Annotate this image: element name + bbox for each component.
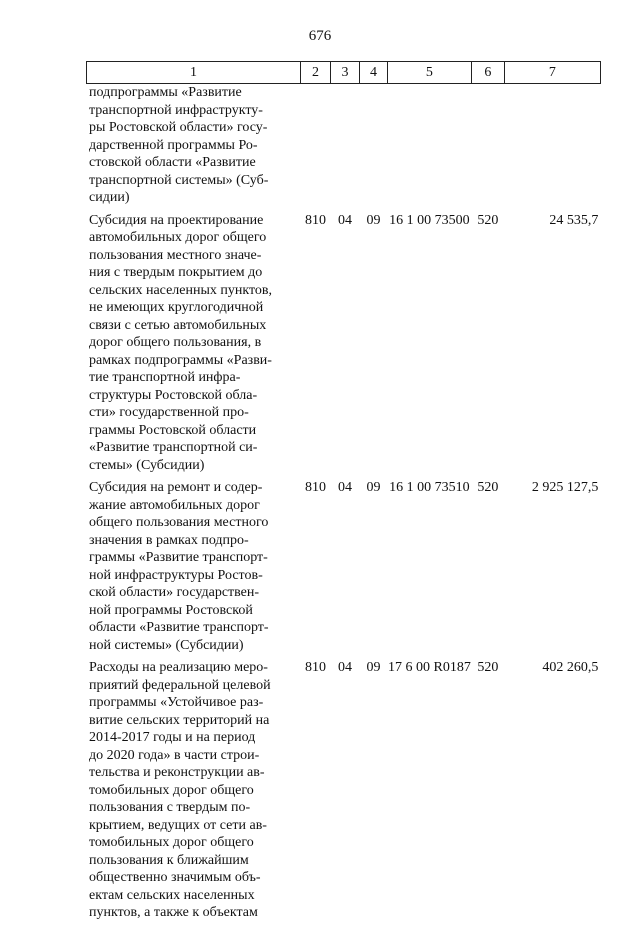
- header-row: [87, 62, 601, 84]
- table-header: [87, 62, 601, 84]
- ministry-code: [301, 84, 331, 212]
- header-col-3: 3: [331, 62, 360, 84]
- description-line: структуры Ростовской обла-: [89, 387, 258, 403]
- description-line: ной системы» (Субсидии): [89, 637, 244, 653]
- description-line: ной инфраструктуры Ростов-: [89, 567, 263, 583]
- expense-type-code: [471, 84, 504, 212]
- table-row: [87, 84, 601, 212]
- description-line: ры Ростовской области» госу-: [89, 120, 268, 135]
- section-code: 04: [338, 212, 352, 228]
- section-code: 04: [338, 660, 352, 675]
- header-col-7: 7: [504, 62, 600, 84]
- amount: [504, 84, 600, 212]
- description-line: ной программы Ростовской: [89, 602, 253, 618]
- target-article-code: 16 1 00 73500: [389, 212, 470, 228]
- description-line: дорог общего пользования, в: [89, 335, 262, 350]
- subsection-code: [360, 84, 388, 212]
- description-line: граммы «Развитие транспорт-: [89, 550, 268, 565]
- ministry-code: 810: [305, 660, 326, 675]
- description-line: ектам сельских населенных: [89, 887, 255, 903]
- page-number: 676: [308, 28, 332, 44]
- description-line: сидии): [89, 190, 130, 205]
- description-line: приятий федеральной целевой: [89, 677, 271, 693]
- header-col-2: 2: [301, 62, 331, 84]
- description-line: ния с твердым покрытием до: [89, 265, 263, 280]
- description-line: значения в рамках подпро-: [89, 532, 249, 548]
- target-article-code: 16 1 00 73510: [389, 480, 470, 495]
- amount: 24 535,7: [549, 212, 599, 228]
- description-line: тие транспортной инфра-: [89, 370, 241, 385]
- row-description: [87, 212, 301, 480]
- expense-type-code: 520: [477, 480, 499, 495]
- description-line: «Развитие транспортной си-: [89, 440, 258, 455]
- target-article-code: [388, 84, 472, 212]
- description-line: автомобильных дорог общего: [89, 230, 267, 245]
- description-line: стемы» (Субсидии): [89, 457, 205, 473]
- description-line: до 2020 года» в части строи-: [89, 747, 260, 763]
- description-line: общего пользования местного: [89, 515, 269, 530]
- description-line: программы «Устойчивое раз-: [89, 695, 264, 710]
- header-col-6: 6: [471, 62, 504, 84]
- description-line: транспортной инфраструкту-: [89, 102, 263, 118]
- description-line: связи с сетью автомобильных: [89, 317, 267, 333]
- section-code: 04: [338, 480, 352, 495]
- subsection-code: 09: [366, 212, 381, 228]
- table-row: [87, 479, 601, 659]
- description-line: пунктов, а также к объектам: [89, 905, 258, 920]
- row-description: [87, 84, 301, 212]
- row-description: [87, 479, 301, 659]
- description-line: крытием, ведущих от сети ав-: [89, 817, 267, 833]
- description-line: транспортной системы» (Суб-: [89, 172, 269, 188]
- description-line: пользования с твердым по-: [89, 800, 251, 815]
- description-line: жание автомобильных дорог: [89, 497, 260, 513]
- table-body: [87, 84, 601, 927]
- description-line: дарственной программы Ро-: [89, 137, 258, 153]
- description-line: Субсидия на ремонт и содер-: [89, 480, 263, 495]
- amount: 402 260,5: [542, 660, 599, 675]
- description-line: ской области» государствен-: [89, 585, 260, 600]
- table-row: [87, 659, 601, 927]
- description-line: тельства и реконструкции ав-: [89, 765, 265, 780]
- description-line: сельских населенных пунктов,: [89, 282, 273, 298]
- expense-type-code: 520: [477, 660, 499, 675]
- description-line: пользования местного значе-: [89, 247, 262, 263]
- table-row: [87, 212, 601, 480]
- description-line: подпрограммы «Развитие: [89, 85, 242, 100]
- description-line: пользования к ближайшим: [89, 852, 249, 868]
- description-line: граммы Ростовской области: [89, 422, 257, 438]
- description-line: витие сельских территорий на: [89, 712, 270, 728]
- description-line: общественно значимым объ-: [89, 870, 261, 885]
- section-code: [331, 84, 360, 212]
- description-line: рамках подпрограммы «Разви-: [89, 352, 272, 368]
- expense-type-code: 520: [477, 212, 499, 228]
- ministry-code: 810: [305, 480, 326, 495]
- description-line: сти» государственной про-: [89, 405, 249, 420]
- description-line: Расходы на реализацию меро-: [89, 660, 268, 675]
- description-line: Субсидия на проектирование: [89, 212, 264, 228]
- header-col-4: 4: [360, 62, 388, 84]
- description-line: томобильных дорог общего: [89, 782, 254, 798]
- subsection-code: 09: [366, 480, 381, 495]
- target-article-code: 17 6 00 R0187: [388, 660, 471, 675]
- row-description: [87, 659, 301, 927]
- ministry-code: 810: [305, 212, 326, 228]
- description-line: области «Развитие транспорт-: [89, 620, 269, 635]
- header-col-5: 5: [388, 62, 472, 84]
- header-col-1: 1: [87, 62, 301, 84]
- description-line: не имеющих круглогодичной: [89, 300, 264, 315]
- amount: 2 925 127,5: [531, 480, 599, 495]
- subsection-code: 09: [366, 660, 381, 675]
- description-line: стовской области «Развитие: [89, 155, 256, 170]
- description-line: томобильных дорог общего: [89, 835, 254, 850]
- budget-table: [86, 61, 601, 927]
- description-line: 2014-2017 годы и на период: [89, 730, 256, 745]
